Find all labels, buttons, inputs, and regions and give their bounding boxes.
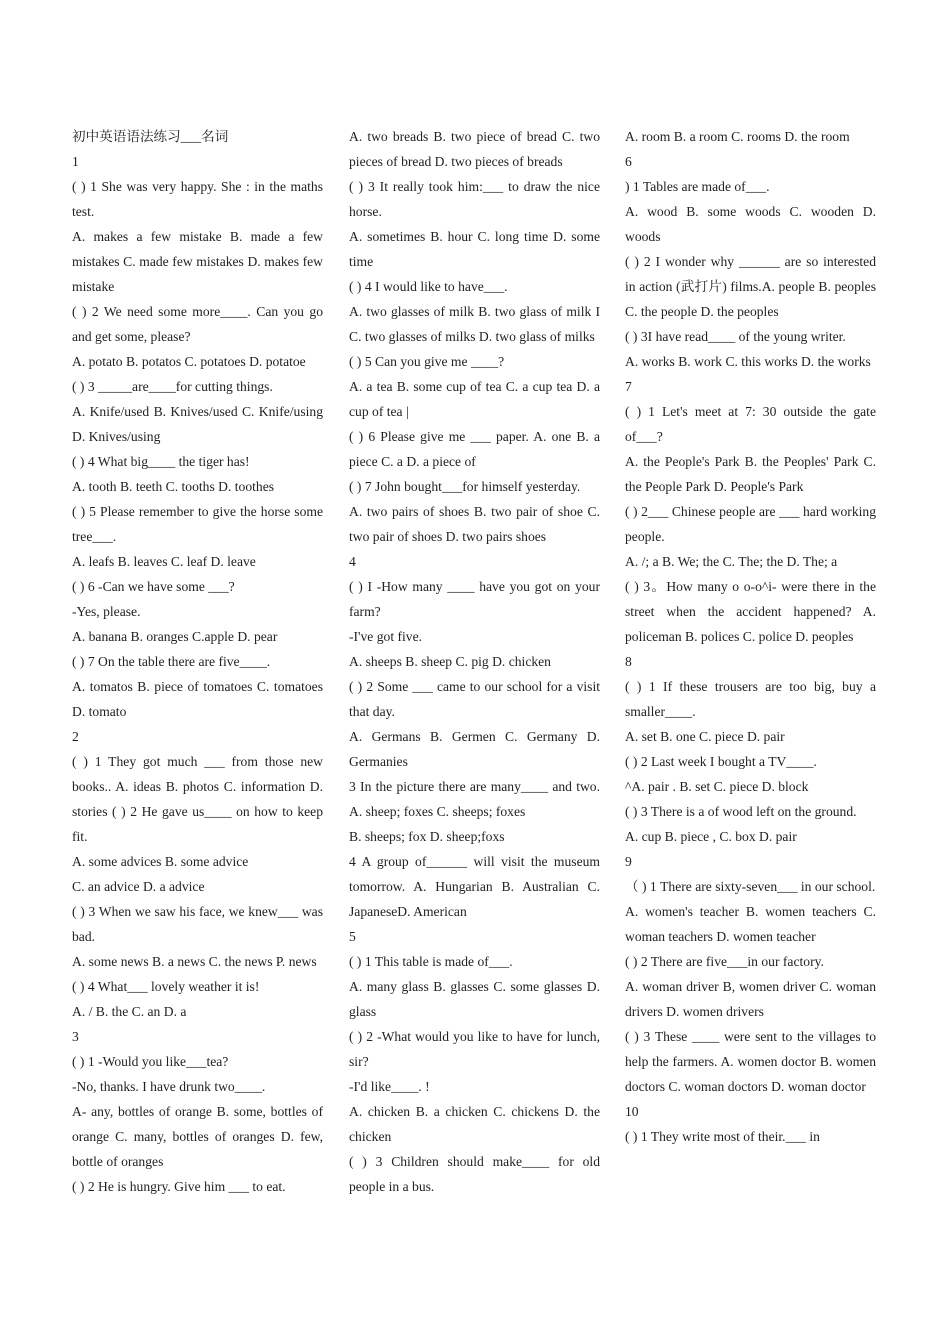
text-line: ( ) 2 He is hungry. Give him ___ to eat. xyxy=(72,1179,286,1194)
text-column-2 xyxy=(349,124,600,1199)
text-line: A. a tea B. some cup of tea C. a cup tea D. a cup of tea | xyxy=(349,379,600,419)
text-line: C. an advice D. a advice xyxy=(72,879,205,894)
text-line: ( ) 3 It really took him:___ to draw the nice horse. xyxy=(349,179,600,219)
text-line: 3 xyxy=(72,1029,79,1044)
text-line: ( ) 3I have read____ of the young writer. xyxy=(625,329,846,344)
text-line: ( ) 7 John bought___for himself yesterday. xyxy=(349,479,581,494)
text-line: ( ) 2 -What would you like to have for lunch, sir? xyxy=(349,1029,600,1069)
text-line: ( ) 1 This table is made of___. xyxy=(349,954,513,969)
text-line: A. two pairs of shoes B. two pair of shoe C. two pair of shoes D. two pairs shoes xyxy=(349,504,600,544)
text-line: 10 xyxy=(625,1104,639,1119)
text-line: A. cup B. piece , C. box D. pair xyxy=(625,829,797,844)
text-line: A. potato B. potatos C. potatoes D. potatoe xyxy=(72,354,306,369)
text-line: ( ) 7 On the table there are five____. xyxy=(72,654,271,669)
text-line: A. works B. work C. this works D. the works xyxy=(625,354,871,369)
text-line: 8 xyxy=(625,654,632,669)
text-line: A. chicken B. a chicken C. chickens D. the chicken xyxy=(349,1104,600,1144)
text-line: A. women's teacher B. women teachers C. woman teachers D. women teacher xyxy=(625,904,876,944)
text-column-3 xyxy=(625,124,876,1149)
text-line: A. the People's Park B. the Peoples' Park C. the People Park D. People's Park xyxy=(625,454,876,494)
text-line: ( ) 1 They got much ___ from those new books.. A. ideas B. photos C. information D. stories ( ) 2 He gave us____ on how to keep fit. xyxy=(72,754,323,844)
text-line: A. /; a B. We; the C. The; the D. The; a xyxy=(625,554,838,569)
text-line: 4 A group of______ will visit the museum tomorrow. A. Hungarian B. Australian C. JapaneseD. American xyxy=(349,854,600,919)
text-line: ( ) 1 Let's meet at 7: 30 outside the gate of___? xyxy=(625,404,876,444)
text-line: ( ) 1 They write most of their.___ in xyxy=(625,1129,820,1144)
text-line: 7 xyxy=(625,379,632,394)
text-line: ( ) 3。How many o o-o^i- were there in the street when the accident happened? A. policeman B. polices C. police D. peoples xyxy=(625,579,876,644)
text-line: ( ) 2 Some ___ came to our school for a visit that day. xyxy=(349,679,600,719)
text-line: ^A. pair . B. set C. piece D. block xyxy=(625,779,809,794)
text-line: ( ) 3 There is a of wood left on the ground. xyxy=(625,804,857,819)
text-line: A. wood B. some woods C. wooden D. woods xyxy=(625,204,876,244)
text-line: A. leafs B. leaves C. leaf D. leave xyxy=(72,554,256,569)
text-line: A- any, bottles of orange B. some, bottles of orange C. many, bottles of oranges D. few, bottle of oranges xyxy=(72,1104,323,1169)
text-line: ( ) 3 Children should make____ for old people in a bus. xyxy=(349,1154,600,1194)
text-line: A. sometimes B. hour C. long time D. some time xyxy=(349,229,600,269)
text-line: ( ) 3 These ____ were sent to the villages to help the farmers. A. women doctor B. women doctors C. woman doctors D. woman doctor xyxy=(625,1029,876,1094)
text-line: ( ) 4 I would like to have___. xyxy=(349,279,508,294)
text-line: ( ) 2 There are five___in our factory. xyxy=(625,954,824,969)
text-line: 4 xyxy=(349,554,356,569)
text-line: ( ) 2 I wonder why ______ are so interested in action (武打片) films.A. people B. peoples C. the people D. the peoples xyxy=(625,254,876,319)
text-line: B. sheeps; fox D. sheep;foxs xyxy=(349,829,505,844)
text-line: 6 xyxy=(625,154,632,169)
text-line: ( ) 5 Can you give me ____? xyxy=(349,354,505,369)
text-line: （ ) 1 There are sixty-seven___ in our school. xyxy=(625,879,876,894)
text-line: 初中英语语法练习___名词 xyxy=(72,129,229,144)
text-line: A. some advices B. some advice xyxy=(72,854,249,869)
text-line: ( ) 4 What big____ the tiger has! xyxy=(72,454,250,469)
text-line: A. / B. the C. an D. a xyxy=(72,1004,187,1019)
text-line: A. many glass B. glasses C. some glasses D. glass xyxy=(349,979,600,1019)
text-line: -I'd like____. ! xyxy=(349,1079,430,1094)
text-line: 1 xyxy=(72,154,79,169)
text-line: ( ) 5 Please remember to give the horse some tree___. xyxy=(72,504,323,544)
text-line: ( ) 2 We need some more____. Can you go and get some, please? xyxy=(72,304,323,344)
text-line: A. woman driver B, women driver C. woman drivers D. women drivers xyxy=(625,979,876,1019)
text-line: 3 In the picture there are many____ and two. A. sheep; foxes C. sheeps; foxes xyxy=(349,779,600,819)
text-line: -No, thanks. I have drunk two____. xyxy=(72,1079,266,1094)
text-line: A. tomatos B. piece of tomatoes C. tomatoes D. tomato xyxy=(72,679,323,719)
text-line: 2 xyxy=(72,729,79,744)
text-line: 5 xyxy=(349,929,356,944)
text-line: A. set B. one C. piece D. pair xyxy=(625,729,785,744)
text-line: 9 xyxy=(625,854,632,869)
text-line: ( ) 2___ Chinese people are ___ hard working people. xyxy=(625,504,876,544)
text-line: ( ) 1 If these trousers are too big, buy a smaller____. xyxy=(625,679,876,719)
text-line: A. Knife/used B. Knives/used C. Knife/using D. Knives/using xyxy=(72,404,323,444)
text-line: A. some news B. a news C. the news P. news xyxy=(72,954,317,969)
text-line: A. Germans B. Germen C. Germany D. Germanies xyxy=(349,729,600,769)
text-line: A. banana B. oranges C.apple D. pear xyxy=(72,629,278,644)
text-line: ( ) 6 -Can we have some ___? xyxy=(72,579,235,594)
text-line: -Yes, please. xyxy=(72,604,141,619)
text-line: A. two breads B. two piece of bread C. two pieces of bread D. two pieces of breads xyxy=(349,129,600,169)
text-line: A. tooth B. teeth C. tooths D. toothes xyxy=(72,479,275,494)
text-line: ( ) 1 She was very happy. She : in the maths test. xyxy=(72,179,323,219)
text-line: A. makes a few mistake B. made a few mistakes C. made few mistakes D. makes few mistake xyxy=(72,229,323,294)
text-line: A. two glasses of milk B. two glass of milk I C. two glasses of milks D. two glass of milks xyxy=(349,304,600,344)
text-line: A. room B. a room C. rooms D. the room xyxy=(625,129,850,144)
text-line: ( ) 4 What___ lovely weather it is! xyxy=(72,979,260,994)
text-line: -I've got five. xyxy=(349,629,423,644)
text-line: ( ) 3 When we saw his face, we knew___ was bad. xyxy=(72,904,323,944)
text-line: ( ) 3 _____are____for cutting things. xyxy=(72,379,273,394)
text-line: A. sheeps B. sheep C. pig D. chicken xyxy=(349,654,551,669)
text-line: ( ) I -How many ____ have you got on your farm? xyxy=(349,579,600,619)
text-line: ( ) 2 Last week I bought a TV____. xyxy=(625,754,817,769)
text-line: ( ) 1 -Would you like___tea? xyxy=(72,1054,229,1069)
text-line: ( ) 6 Please give me ___ paper. A. one B. a piece C. a D. a piece of xyxy=(349,429,600,469)
text-line: ) 1 Tables are made of___. xyxy=(625,179,770,194)
text-column-1 xyxy=(72,124,323,1199)
